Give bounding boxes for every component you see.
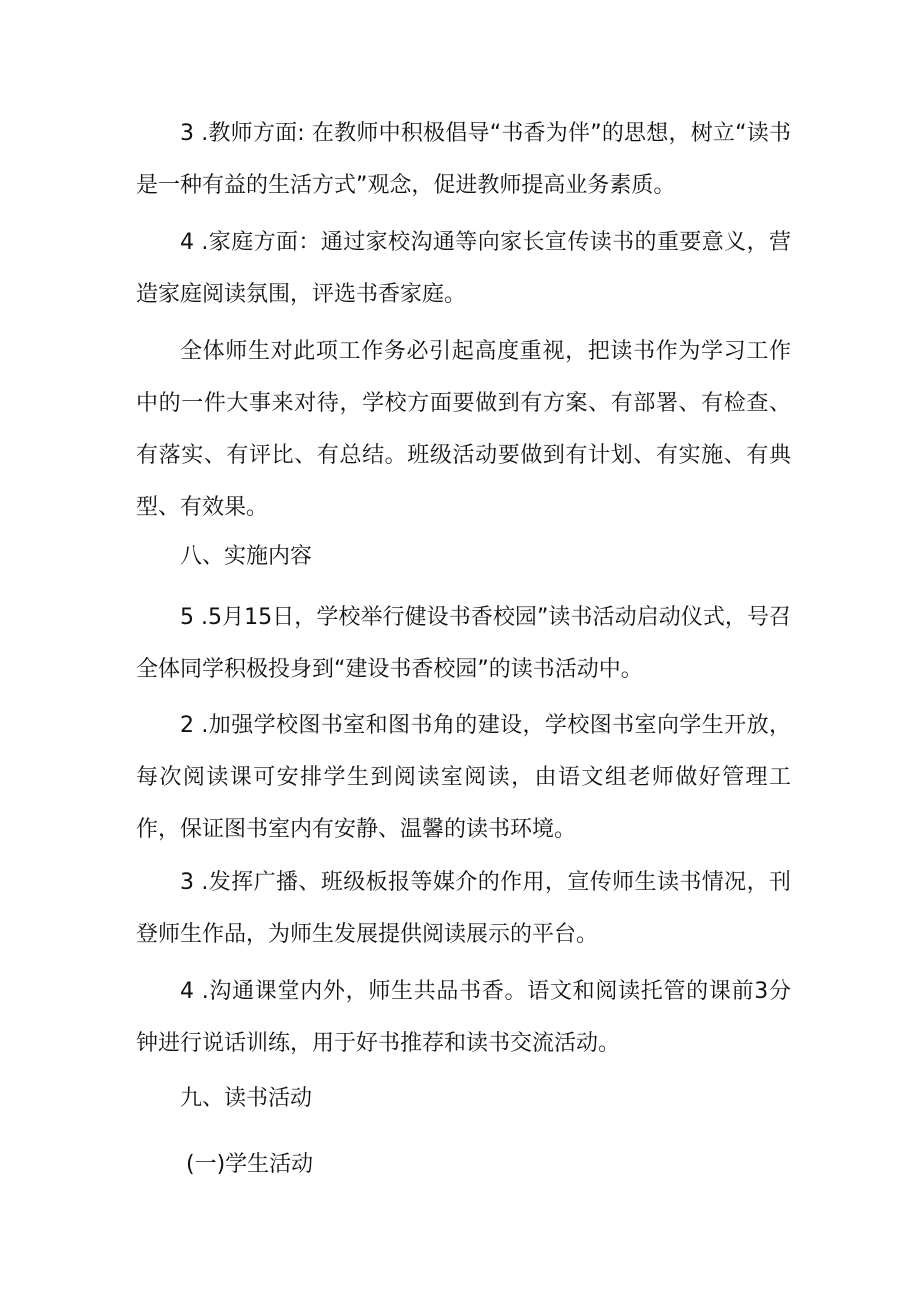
paragraph-item-4: 4 .沟通课堂内外，师生共品书香。语文和阅读托管的课前3分钟进行说话训练，用于好书推荐和读书交流活动。	[136, 979, 791, 1056]
paragraph-teacher-aspect: 3 .教师方面: 在教师中积极倡导“书香为伴”的思想，树立“读书是一种有益的生活方式”观念，促进教师提高业务素质。	[136, 121, 791, 198]
paragraph-item-3: 3 .发挥广播、班级板报等媒介的作用，宣传师生读书情况，刊登师生作品，为师生发展提供阅读展示的平台。	[136, 870, 791, 947]
section-heading-implementation: 八、实施内容	[180, 544, 313, 569]
paragraph-family-aspect: 4 .家庭方面：通过家校沟通等向家长宣传读书的重要意义，营造家庭阅读氛围，评选书香家庭。	[136, 230, 791, 307]
paragraph-item-5: 5 .5月15日，学校举行健设书香校园”读书活动启动仪式，号召全体同学积极投身到“建设书香校园”的读书活动中。	[136, 605, 791, 682]
paragraph-all-teachers-students: 全体师生对此项工作务必引起高度重视，把读书作为学习工作中的一件大事来对待，学校方面要做到有方案、有部署、有检查、有落实、有评比、有总结。班级活动要做到有计划、有实施、有典型、有效果。	[136, 339, 791, 520]
subsection-heading-student-activities: (一)学生活动	[186, 1152, 314, 1177]
section-heading-reading-activities: 九、读书活动	[180, 1086, 313, 1111]
paragraph-item-2: 2 .加强学校图书室和图书角的建设，学校图书室向学生开放，每次阅读课可安排学生到阅读室阅读，由语文组老师做好管理工作，保证图书室内有安静、温馨的读书环境。	[136, 713, 791, 842]
